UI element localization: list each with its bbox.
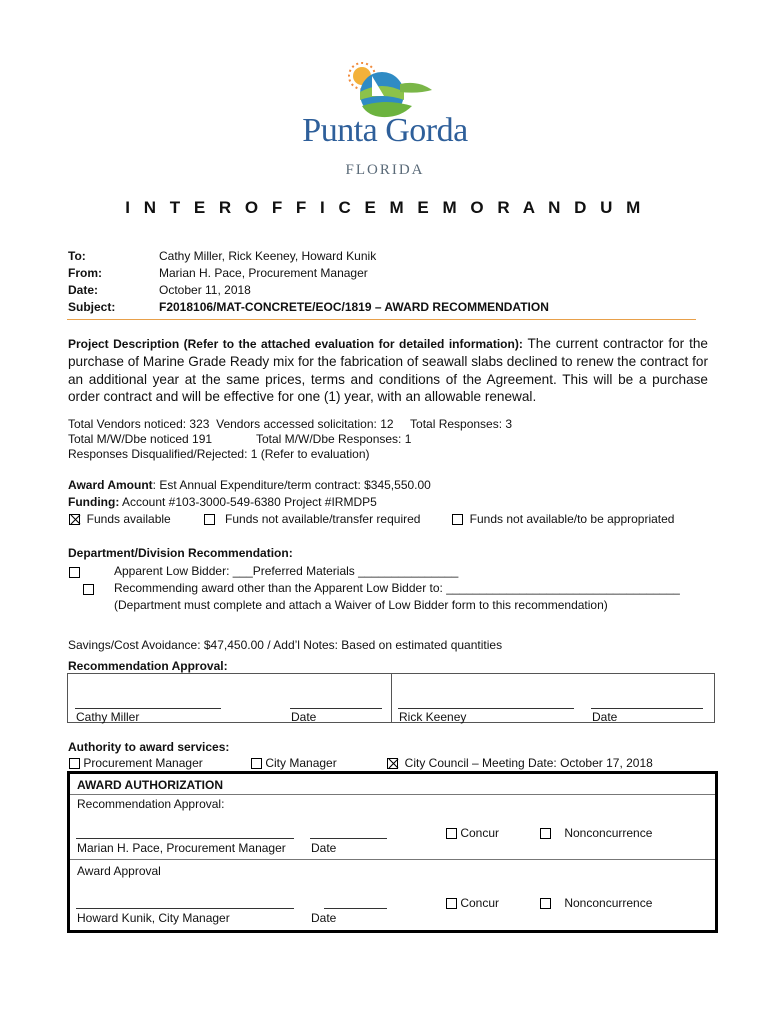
other-bidder-label: Recommending award other than the Apparent Low Bidder to: ___________________________________ [114, 581, 680, 595]
award-authorization-title: AWARD AUTHORIZATION [77, 778, 223, 792]
mwdbe-responses: Total M/W/Dbe Responses: 1 [256, 432, 412, 446]
project-description-label: Project Description (Refer to the attached evaluation for detailed information): [68, 337, 523, 351]
project-description-text: The current contractor for the purchase of Marine Grade Ready mix for the fabrication of seawall slabs declined to renew the contract for an additional year at the same prices, terms and conditions of the Agreement. This will be a purchase order contract and will be effective for one (1) year, with an allowable renewal. [68, 336, 708, 404]
dept-recommendation-label: Department/Division Recommendation: [68, 546, 293, 560]
date-line[interactable] [310, 838, 387, 839]
award-amount [68, 478, 431, 492]
nonconcur-option-2[interactable] [540, 896, 652, 910]
signer-howard-kunik: Howard Kunik, City Manager [77, 911, 230, 925]
punta-gorda-logo [300, 62, 470, 190]
city-council-option[interactable] [387, 756, 653, 770]
funding-label: Funding: [68, 495, 120, 509]
apparent-low-bidder-checkbox[interactable] [69, 567, 80, 578]
nonconcur-checkbox-1[interactable] [540, 828, 551, 839]
award-amount-label: Award Amount [68, 478, 153, 492]
award-amount-value: : Est Annual Expenditure/term contract: $345,550.00 [152, 478, 431, 492]
funding [68, 495, 377, 509]
funds-appropriated-option[interactable] [452, 512, 674, 526]
concur-label-1: Concur [460, 826, 500, 840]
date-label-1: Date [291, 710, 317, 724]
from-label: From: [68, 266, 102, 280]
funds-transfer-label: Funds not available/transfer required [225, 512, 421, 526]
concur-option-1[interactable] [446, 826, 499, 840]
disqualified: Responses Disqualified/Rejected: 1 (Refer to evaluation) [68, 447, 370, 461]
concur-option-2[interactable] [446, 896, 499, 910]
signer-cathy-miller: Cathy Miller [76, 710, 140, 724]
total-responses: Total Responses: 3 [410, 417, 513, 431]
nonconcur-label-1: Nonconcurrence [564, 826, 653, 840]
date-label-2: Date [592, 710, 618, 724]
city-council-checkbox[interactable] [387, 758, 398, 769]
funding-value: Account #103-3000-549-6380 Project #IRMDP5 [119, 495, 377, 509]
signature-line[interactable] [75, 708, 221, 709]
divider [70, 859, 715, 860]
signer-rick-keeney: Rick Keeney [399, 710, 467, 724]
nonconcur-checkbox-2[interactable] [540, 898, 551, 909]
to-value: Cathy Miller, Rick Keeney, Howard Kunik [159, 249, 377, 263]
header-divider [67, 319, 696, 320]
memo-title: I N T E R O F F I C E M E M O R A N D U M [125, 198, 645, 217]
apparent-low-bidder-label: Apparent Low Bidder: ___Preferred Materials _______________ [114, 564, 459, 578]
to-label: To: [68, 249, 86, 263]
vendors-accessed: Vendors accessed solicitation: 12 [216, 417, 394, 431]
nonconcur-option-1[interactable] [540, 826, 652, 840]
signature-line[interactable] [76, 838, 294, 839]
procurement-manager-option[interactable] [69, 756, 203, 770]
recommendation-approval-label: Recommendation Approval: [68, 659, 228, 673]
logo-city-name: Punta Gorda [302, 112, 468, 149]
date-line[interactable] [324, 908, 387, 909]
mwdbe-noticed: Total M/W/Dbe noticed 191 [68, 432, 213, 446]
vendors-noticed: Total Vendors noticed: 323 [68, 417, 210, 431]
waiver-note: (Department must complete and attach a Waiver of Low Bidder form to this recommendation) [114, 598, 608, 612]
date-label-4: Date [311, 911, 337, 925]
date-line[interactable] [591, 708, 703, 709]
signature-line[interactable] [76, 908, 294, 909]
other-bidder-checkbox[interactable] [83, 584, 94, 595]
nonconcur-label-2: Nonconcurrence [564, 896, 653, 910]
date-value: October 11, 2018 [159, 283, 251, 297]
logo-state: FLORIDA [345, 162, 425, 178]
funds-available-option[interactable] [69, 512, 171, 526]
funds-available-checkbox[interactable] [69, 514, 80, 525]
date-label-3: Date [311, 841, 337, 855]
funds-appropriated-checkbox[interactable] [452, 514, 463, 525]
subject-label: Subject: [68, 300, 116, 314]
from-value: Marian H. Pace, Procurement Manager [159, 266, 368, 280]
stats-row-1 [68, 417, 512, 431]
concur-label-2: Concur [460, 896, 500, 910]
funds-available-label: Funds available [86, 512, 171, 526]
auth-recommendation-label: Recommendation Approval: [77, 797, 225, 811]
signature-line[interactable] [398, 708, 574, 709]
award-approval-label: Award Approval [77, 864, 161, 878]
funds-transfer-option[interactable] [204, 512, 420, 526]
divider [70, 794, 715, 795]
project-description [68, 335, 708, 405]
date-line[interactable] [290, 708, 382, 709]
savings-notes: Savings/Cost Avoidance: $47,450.00 / Add’l Notes: Based on estimated quantities [68, 638, 503, 652]
city-manager-label: City Manager [265, 756, 337, 770]
date-label: Date: [68, 283, 99, 297]
concur-checkbox-2[interactable] [446, 898, 457, 909]
city-manager-option[interactable] [251, 756, 337, 770]
authority-label: Authority to award services: [68, 740, 230, 754]
concur-checkbox-1[interactable] [446, 828, 457, 839]
subject-value: F2018106/MAT-CONCRETE/EOC/1819 – AWARD RECOMMENDATION [159, 300, 549, 314]
funds-appropriated-label: Funds not available/to be appropriated [469, 512, 675, 526]
procurement-manager-checkbox[interactable] [69, 758, 80, 769]
city-council-label: City Council – Meeting Date: October 17, 2018 [404, 756, 653, 770]
city-manager-checkbox[interactable] [251, 758, 262, 769]
signer-marian-pace: Marian H. Pace, Procurement Manager [77, 841, 286, 855]
box-divider [391, 673, 392, 723]
procurement-manager-label: Procurement Manager [83, 756, 203, 770]
funds-transfer-checkbox[interactable] [204, 514, 215, 525]
